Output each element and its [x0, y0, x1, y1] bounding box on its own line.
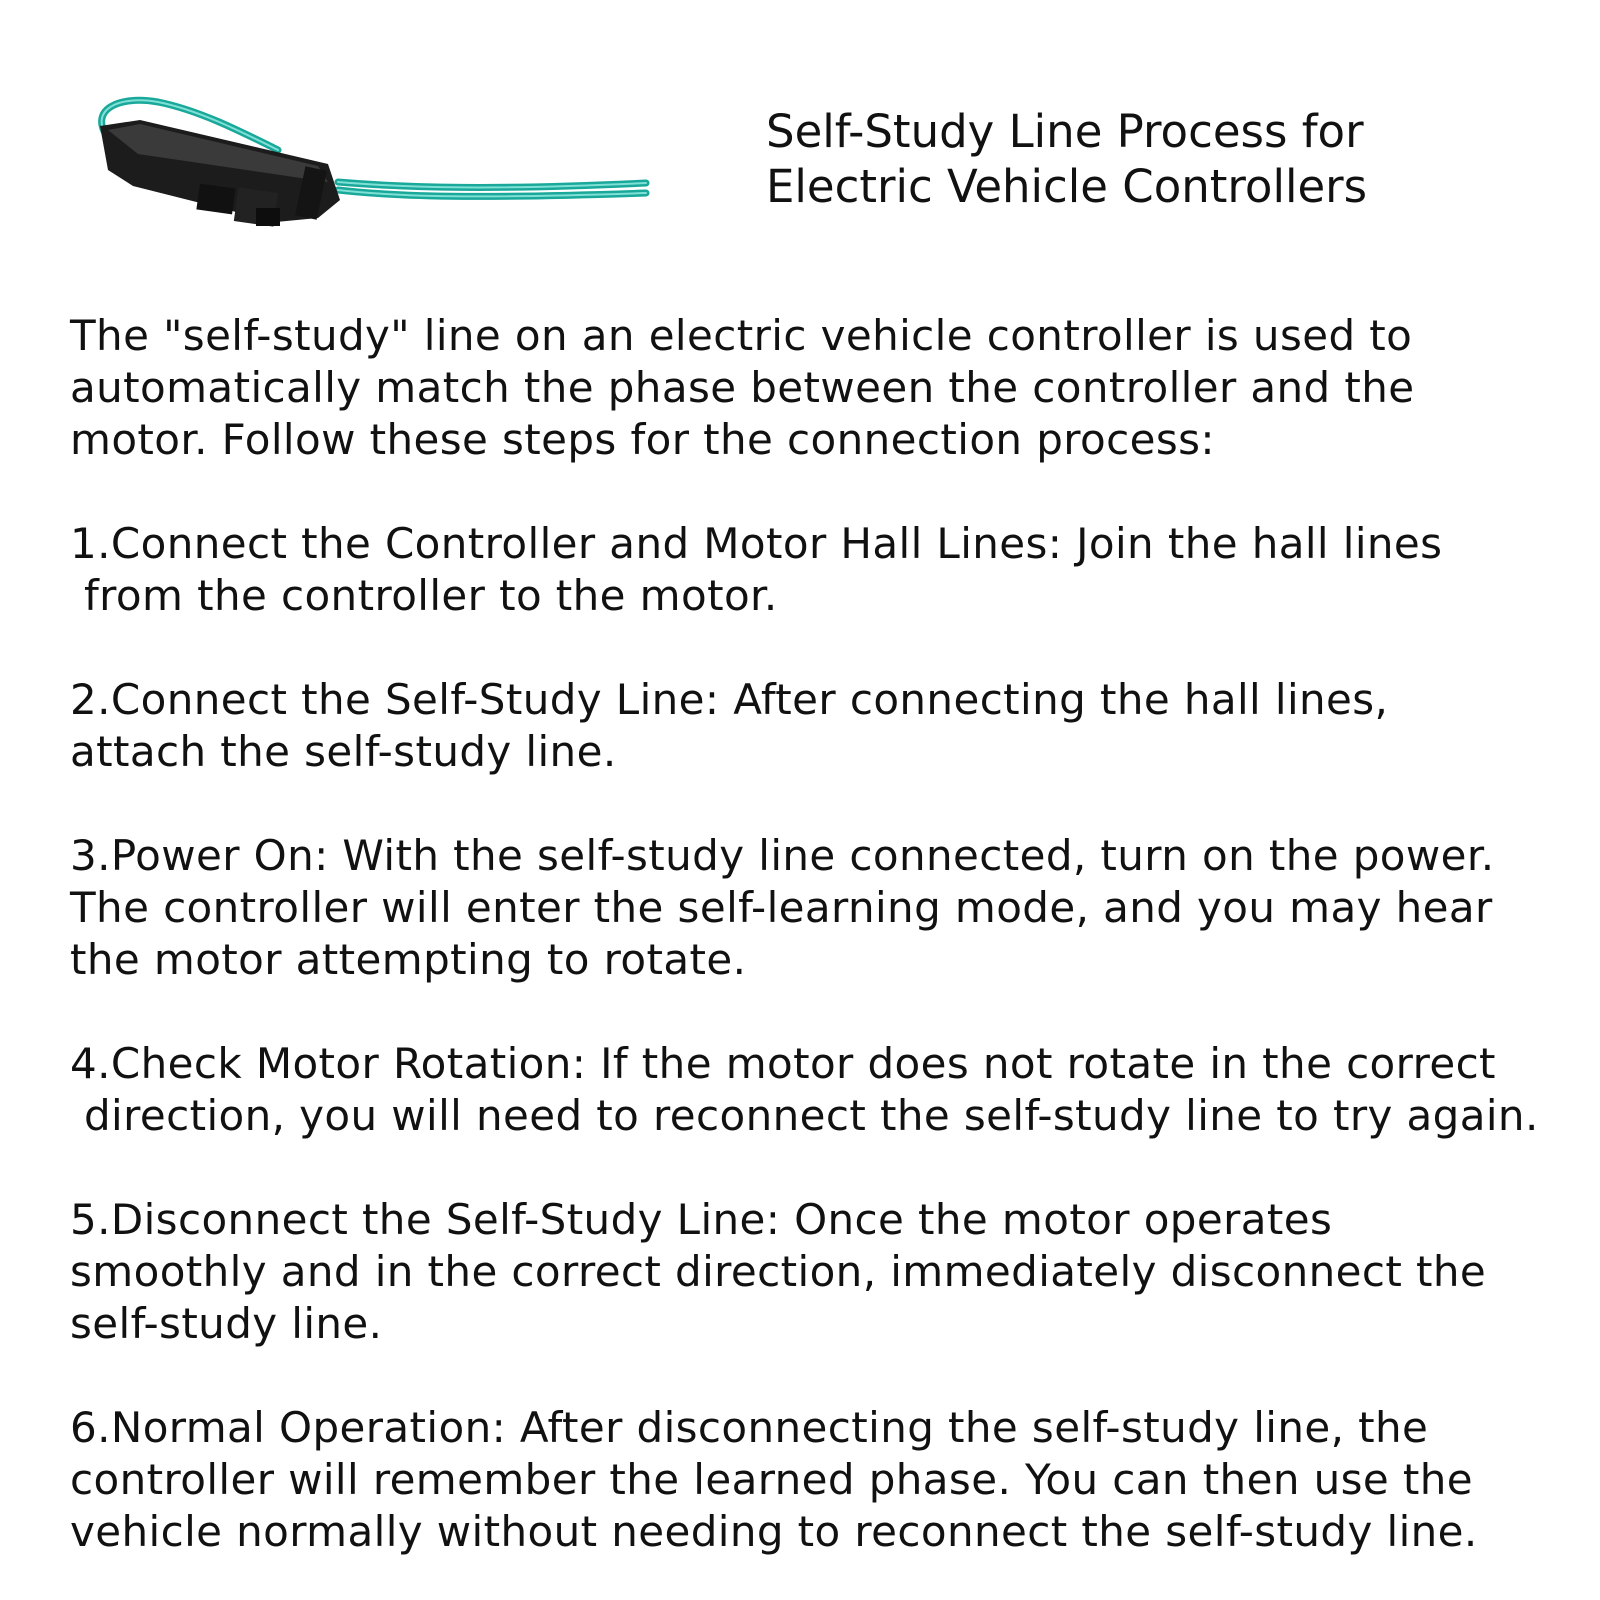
step-3 [70, 830, 1580, 986]
step-line: vehicle normally without needing to reconnect the self-study line. [70, 1507, 1478, 1556]
step-line: self-study line. [70, 1299, 383, 1348]
step-line: 5.Disconnect the Self-Study Line: Once the motor operates [70, 1195, 1333, 1244]
step-line: the motor attempting to rotate. [70, 935, 747, 984]
step-line: 2.Connect the Self-Study Line: After connecting the hall lines, [70, 675, 1389, 724]
step-line: 6.Normal Operation: After disconnecting the self-study line, the [70, 1403, 1429, 1452]
page-title [766, 104, 1566, 214]
step-4 [70, 1038, 1580, 1142]
step-line: 3.Power On: With the self-study line connected, turn on the power. [70, 831, 1495, 880]
step-line: 1.Connect the Controller and Motor Hall Lines: Join the hall lines [70, 519, 1443, 568]
step-6 [70, 1402, 1580, 1558]
step-line: controller will remember the learned phase. You can then use the [70, 1455, 1474, 1504]
step-line: attach the self-study line. [70, 727, 617, 776]
title-line-1: Self-Study Line Process for [766, 105, 1364, 158]
intro-line: The "self-study" line on an electric vehicle controller is used to [70, 311, 1413, 360]
step-5 [70, 1194, 1580, 1350]
step-line: smoothly and in the correct direction, immediately disconnect the [70, 1247, 1487, 1296]
header [0, 0, 1600, 260]
connector-icon [78, 90, 668, 240]
step-line: The controller will enter the self-learning mode, and you may hear [70, 883, 1493, 932]
step-line: direction, you will need to reconnect the self-study line to try again. [84, 1091, 1539, 1140]
step-2 [70, 674, 1580, 778]
step-line: from the controller to the motor. [84, 571, 778, 620]
step-line: 4.Check Motor Rotation: If the motor does not rotate in the correct [70, 1039, 1496, 1088]
title-line-2: Electric Vehicle Controllers [766, 160, 1368, 213]
intro-line: motor. Follow these steps for the connection process: [70, 415, 1215, 464]
intro-paragraph [70, 310, 1580, 466]
intro-line: automatically match the phase between the controller and the [70, 363, 1415, 412]
instructions [70, 310, 1580, 1558]
step-1 [70, 518, 1580, 622]
